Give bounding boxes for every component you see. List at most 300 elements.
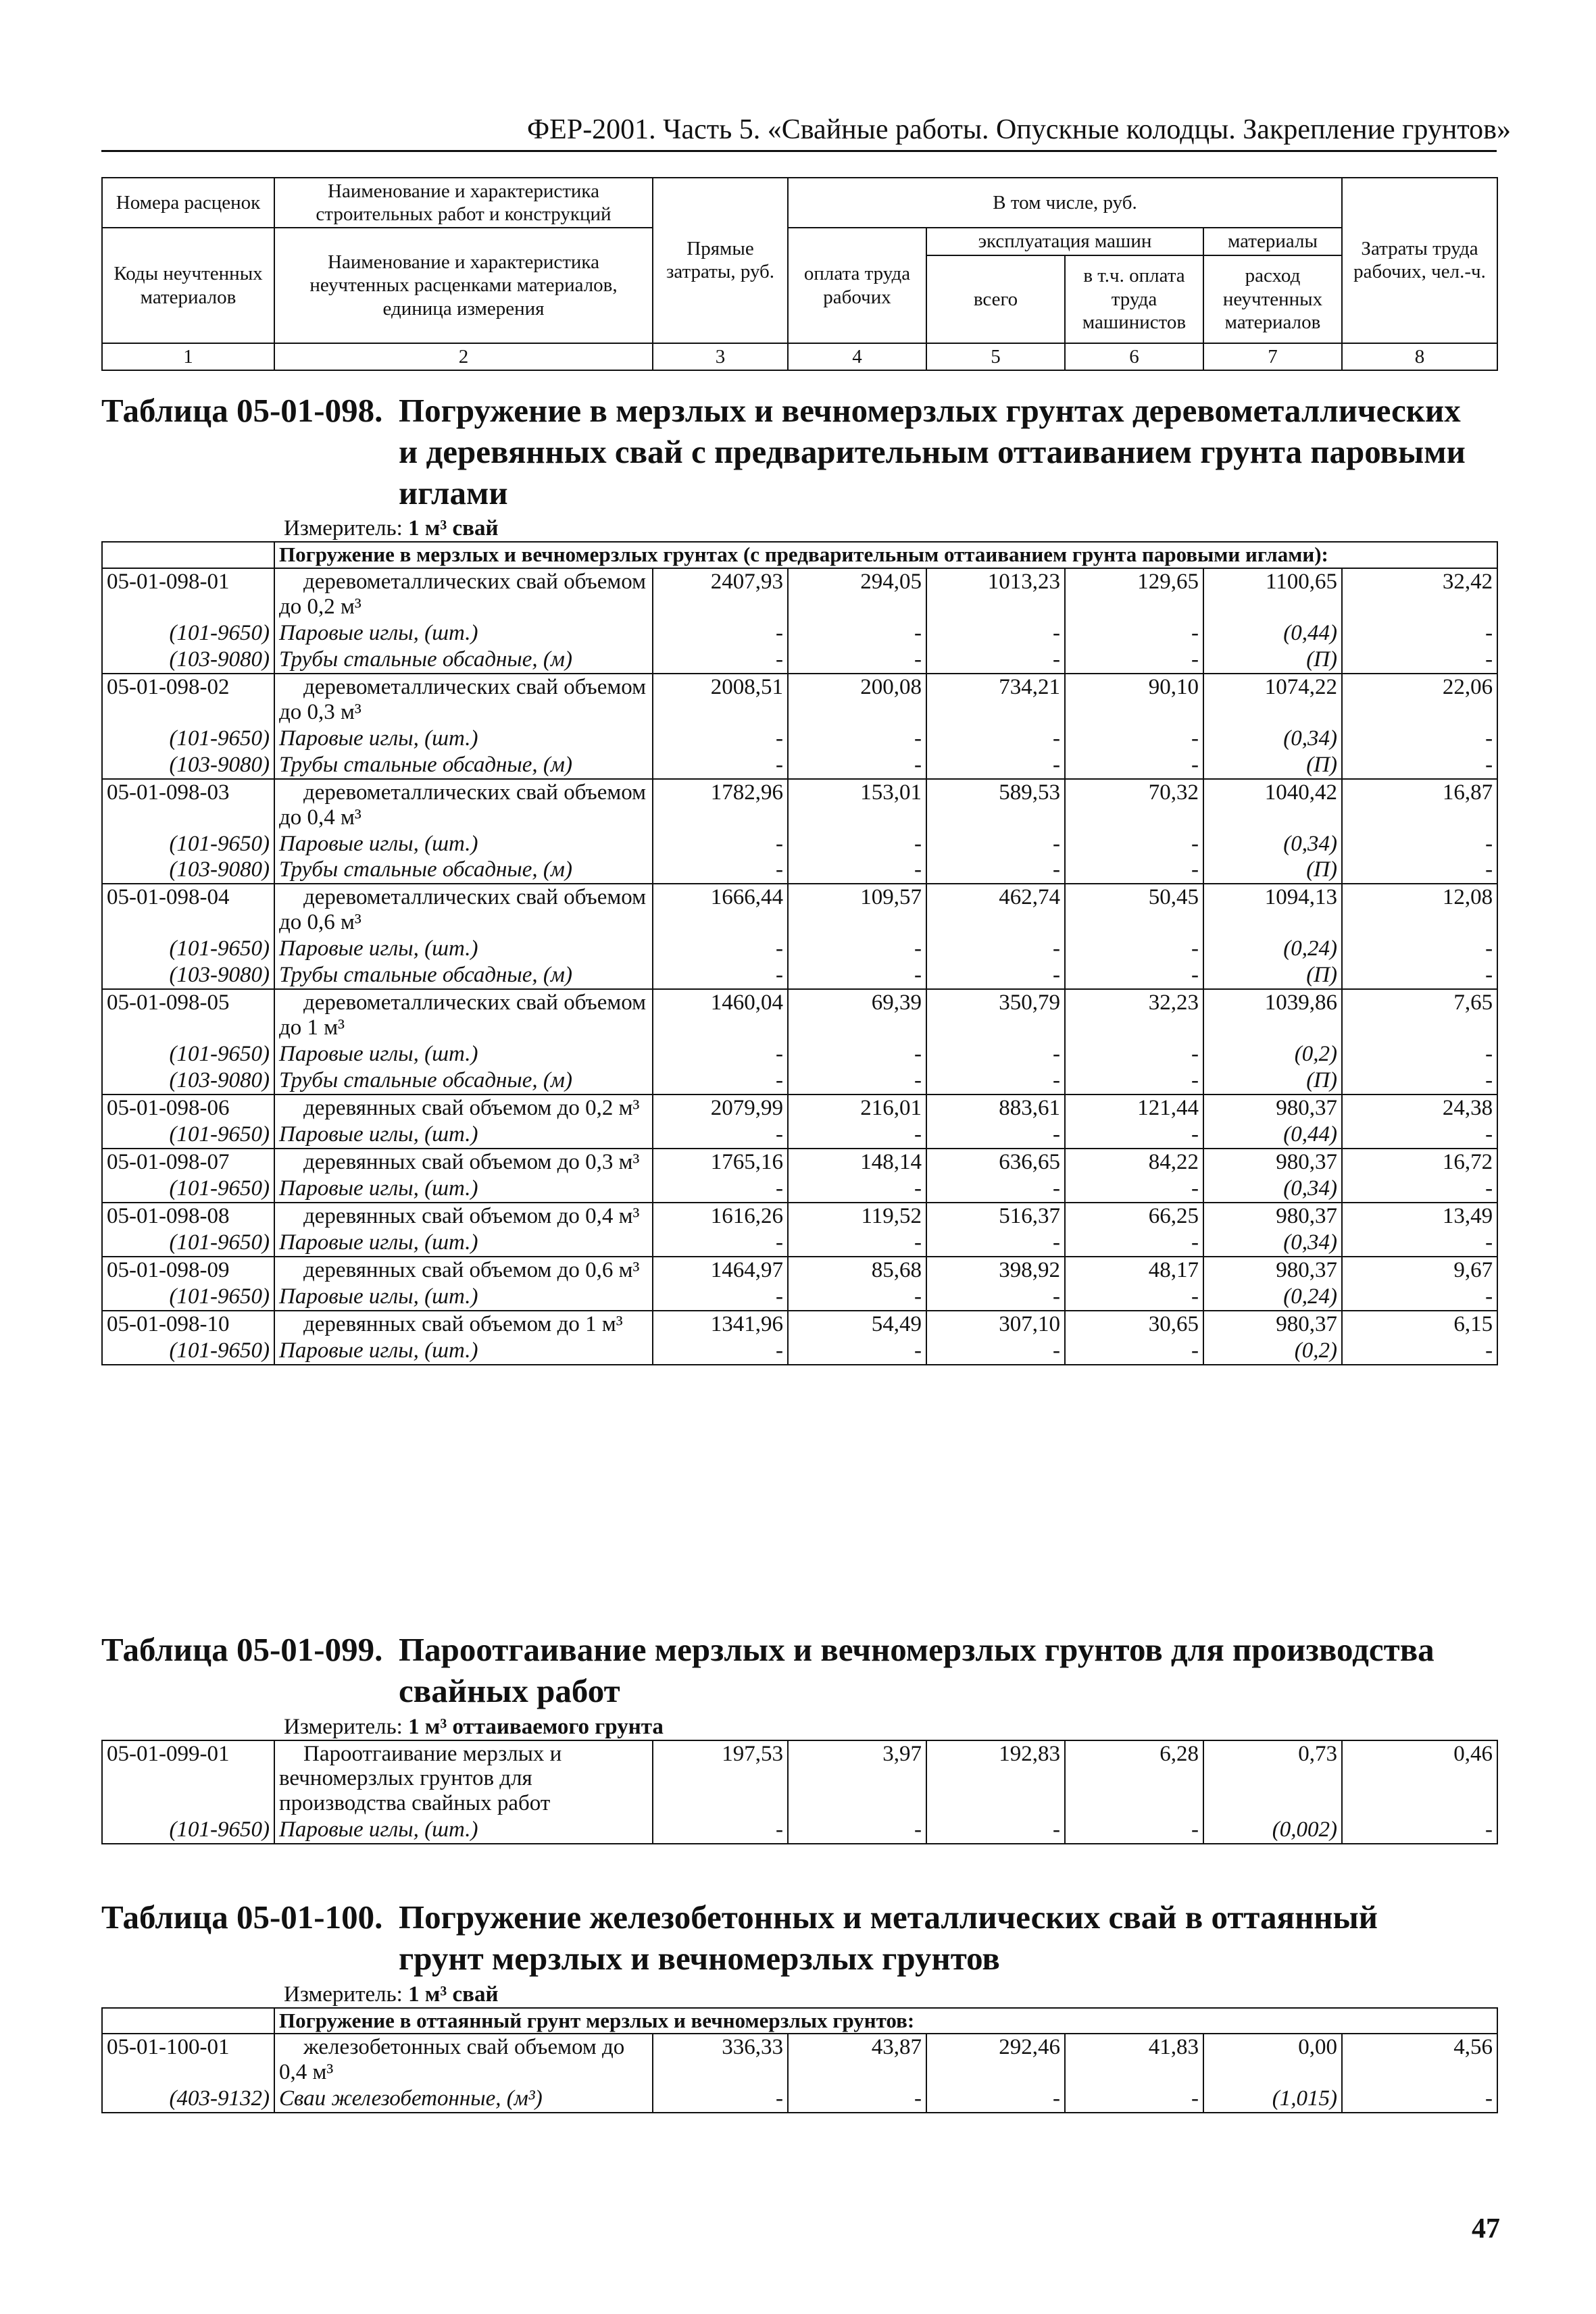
- table-100-section: [101, 1897, 1497, 2113]
- material-value: -: [653, 726, 788, 752]
- work-name: деревометаллических свай объемом до 0,4 м³: [274, 779, 653, 831]
- value-cell: 32,42: [1342, 568, 1497, 620]
- material-name: Паровые иглы, (шт.): [274, 1230, 653, 1257]
- material-value: -: [653, 1176, 788, 1203]
- table-100-title: Таблица 05-01-100. Погружение железобетонных и металлических свай в оттаянный грунт мерзлых и вечномерзлых грунтов: [101, 1898, 1378, 1977]
- value-cell: 1040,42: [1203, 779, 1342, 831]
- value-cell: 48,17: [1065, 1257, 1203, 1284]
- value-cell: 980,37: [1203, 1095, 1342, 1122]
- material-value: (П): [1203, 1067, 1342, 1095]
- material-value: -: [926, 2086, 1065, 2113]
- material-value: -: [926, 620, 1065, 647]
- value-cell: 1460,04: [653, 989, 788, 1041]
- value-cell: 153,01: [788, 779, 926, 831]
- table-row: [102, 989, 1497, 1041]
- material-value: -: [788, 831, 926, 857]
- material-value: -: [653, 1230, 788, 1257]
- rate-code: 05-01-098-04: [102, 884, 274, 936]
- material-row: [102, 1041, 1497, 1067]
- table-099-section: [101, 1630, 1497, 1844]
- material-value: -: [1342, 1230, 1497, 1257]
- material-value: (П): [1203, 752, 1342, 779]
- rate-code: 05-01-098-07: [102, 1149, 274, 1176]
- material-value: -: [653, 1817, 788, 1844]
- value-cell: 1616,26: [653, 1203, 788, 1230]
- running-header: ФЕР-2001. Часть 5. «Свайные работы. Опускные колодцы. Закрепление грунтов»: [527, 114, 1511, 145]
- material-value: -: [653, 752, 788, 779]
- material-code: (403-9132): [102, 2086, 274, 2113]
- material-value: -: [788, 857, 926, 884]
- material-name: Паровые иглы, (шт.): [274, 726, 653, 752]
- material-value: -: [653, 1338, 788, 1365]
- table-row: [102, 1203, 1497, 1230]
- material-row: [102, 936, 1497, 962]
- value-cell: 636,65: [926, 1149, 1065, 1176]
- material-row: [102, 647, 1497, 674]
- material-name: Паровые иглы, (шт.): [274, 1176, 653, 1203]
- material-value: (0,34): [1203, 1230, 1342, 1257]
- col-number: 5: [926, 343, 1065, 370]
- material-value: -: [926, 647, 1065, 674]
- material-value: -: [1342, 1338, 1497, 1365]
- material-name: Трубы стальные обсадные, (м): [274, 647, 653, 674]
- material-value: -: [653, 962, 788, 989]
- material-value: -: [926, 1067, 1065, 1095]
- col-number: 8: [1342, 343, 1497, 370]
- material-value: -: [1065, 1338, 1203, 1365]
- material-value: -: [653, 1284, 788, 1311]
- material-value: -: [788, 1284, 926, 1311]
- material-name: Паровые иглы, (шт.): [274, 1041, 653, 1067]
- value-cell: 12,08: [1342, 884, 1497, 936]
- material-row: [102, 1817, 1497, 1844]
- work-name: Пароотгаивание мерзлых и вечномерзлых грунтов для производства свайных работ: [274, 1740, 653, 1817]
- value-cell: 6,15: [1342, 1311, 1497, 1338]
- value-cell: 1074,22: [1203, 674, 1342, 726]
- value-cell: 398,92: [926, 1257, 1065, 1284]
- material-name: Паровые иглы, (шт.): [274, 936, 653, 962]
- material-value: (0,34): [1203, 726, 1342, 752]
- material-code: (101-9650): [102, 1122, 274, 1149]
- material-value: -: [788, 1230, 926, 1257]
- material-row: [102, 1122, 1497, 1149]
- material-row: [102, 1284, 1497, 1311]
- table-row: [102, 779, 1497, 831]
- material-value: -: [1065, 1122, 1203, 1149]
- material-value: -: [653, 831, 788, 857]
- work-name: деревометаллических свай объемом до 1 м³: [274, 989, 653, 1041]
- material-value: -: [1065, 1041, 1203, 1067]
- table-row: [102, 568, 1497, 620]
- value-cell: 50,45: [1065, 884, 1203, 936]
- material-value: -: [1065, 1284, 1203, 1311]
- value-cell: 43,87: [788, 2034, 926, 2086]
- value-cell: 22,06: [1342, 674, 1497, 726]
- materials-header: материалы: [1203, 228, 1342, 255]
- value-cell: 2079,99: [653, 1095, 788, 1122]
- material-row: [102, 1176, 1497, 1203]
- col-number: 1: [102, 343, 274, 370]
- material-value: -: [926, 962, 1065, 989]
- material-name: Трубы стальные обсадные, (м): [274, 962, 653, 989]
- rate-code: 05-01-099-01: [102, 1740, 274, 1817]
- col-number: 2: [274, 343, 653, 370]
- material-value: -: [1065, 1817, 1203, 1844]
- value-cell: 109,57: [788, 884, 926, 936]
- value-cell: 192,83: [926, 1740, 1065, 1817]
- value-cell: 980,37: [1203, 1311, 1342, 1338]
- material-value: -: [1065, 726, 1203, 752]
- material-value: (0,34): [1203, 831, 1342, 857]
- value-cell: 734,21: [926, 674, 1065, 726]
- work-name: деревометаллических свай объемом до 0,2 м³: [274, 568, 653, 620]
- table-row: [102, 1311, 1497, 1338]
- material-value: -: [1342, 936, 1497, 962]
- value-cell: 1100,65: [1203, 568, 1342, 620]
- col2-bottom: Наименование и характеристика неучтенных расценками материалов, единица измерения: [274, 228, 653, 343]
- material-value: (0,44): [1203, 620, 1342, 647]
- value-cell: 307,10: [926, 1311, 1065, 1338]
- material-value: -: [1342, 1041, 1497, 1067]
- value-cell: 54,49: [788, 1311, 926, 1338]
- material-value: -: [1342, 1176, 1497, 1203]
- material-value: -: [926, 1230, 1065, 1257]
- material-value: -: [788, 647, 926, 674]
- col1-top: Номера расценок: [102, 178, 274, 228]
- value-cell: 1039,86: [1203, 989, 1342, 1041]
- value-cell: 148,14: [788, 1149, 926, 1176]
- work-name: деревянных свай объемом до 0,6 м³: [274, 1257, 653, 1284]
- material-name: Паровые иглы, (шт.): [274, 1284, 653, 1311]
- material-code: (101-9650): [102, 936, 274, 962]
- material-value: -: [788, 1338, 926, 1365]
- value-cell: 41,83: [1065, 2034, 1203, 2086]
- material-value: -: [653, 620, 788, 647]
- value-cell: 7,65: [1342, 989, 1497, 1041]
- material-code: (101-9650): [102, 620, 274, 647]
- table-row: [102, 2034, 1497, 2086]
- material-code: (101-9650): [102, 1041, 274, 1067]
- work-name: деревянных свай объемом до 1 м³: [274, 1311, 653, 1338]
- material-value: -: [926, 936, 1065, 962]
- work-name: деревянных свай объемом до 0,4 м³: [274, 1203, 653, 1230]
- value-cell: 66,25: [1065, 1203, 1203, 1230]
- material-name: Паровые иглы, (шт.): [274, 620, 653, 647]
- col1-bottom: Коды неучтенных материалов: [102, 228, 274, 343]
- material-value: (П): [1203, 647, 1342, 674]
- material-value: -: [1342, 2086, 1497, 2113]
- material-row: [102, 726, 1497, 752]
- material-value: -: [926, 1284, 1065, 1311]
- material-value: -: [788, 936, 926, 962]
- col4-header: оплата труда рабочих: [788, 228, 926, 343]
- material-value: -: [788, 1122, 926, 1149]
- value-cell: 200,08: [788, 674, 926, 726]
- work-name: деревянных свай объемом до 0,2 м³: [274, 1095, 653, 1122]
- material-name: Сваи железобетонные, (м³): [274, 2086, 653, 2113]
- material-name: Паровые иглы, (шт.): [274, 831, 653, 857]
- rate-code: 05-01-100-01: [102, 2034, 274, 2086]
- value-cell: 1666,44: [653, 884, 788, 936]
- material-value: (0,2): [1203, 1041, 1342, 1067]
- col-number: 7: [1203, 343, 1342, 370]
- rate-code: 05-01-098-03: [102, 779, 274, 831]
- material-value: (0,24): [1203, 1284, 1342, 1311]
- value-cell: 197,53: [653, 1740, 788, 1817]
- material-row: [102, 962, 1497, 989]
- subheading: Погружение в оттаянный грунт мерзлых и вечномерзлых грунтов:: [274, 2008, 1497, 2034]
- rate-code: 05-01-098-06: [102, 1095, 274, 1122]
- subheading-row: [102, 2008, 1497, 2034]
- value-cell: 70,32: [1065, 779, 1203, 831]
- subheading-spacer: [102, 542, 274, 568]
- material-code: (101-9650): [102, 1284, 274, 1311]
- value-cell: 121,44: [1065, 1095, 1203, 1122]
- material-value: -: [788, 962, 926, 989]
- value-cell: 85,68: [788, 1257, 926, 1284]
- table-099: [101, 1740, 1498, 1845]
- material-name: Паровые иглы, (шт.): [274, 1338, 653, 1365]
- value-cell: 16,72: [1342, 1149, 1497, 1176]
- value-cell: 3,97: [788, 1740, 926, 1817]
- value-cell: 336,33: [653, 2034, 788, 2086]
- material-row: [102, 857, 1497, 884]
- subheading-spacer: [102, 2008, 274, 2034]
- material-value: -: [926, 1817, 1065, 1844]
- value-cell: 24,38: [1342, 1095, 1497, 1122]
- material-row: [102, 2086, 1497, 2113]
- value-cell: 350,79: [926, 989, 1065, 1041]
- col2-top: Наименование и характеристика строительных работ и конструкций: [274, 178, 653, 228]
- value-cell: 0,73: [1203, 1740, 1342, 1817]
- value-cell: 2008,51: [653, 674, 788, 726]
- table-098-measure: Измеритель: 1 м³ свай: [284, 516, 499, 541]
- material-value: -: [788, 1176, 926, 1203]
- material-value: -: [926, 1176, 1065, 1203]
- material-row: [102, 1067, 1497, 1095]
- material-name: Трубы стальные обсадные, (м): [274, 1067, 653, 1095]
- table-098: [101, 541, 1498, 1365]
- rate-code: 05-01-098-10: [102, 1311, 274, 1338]
- table-100-measure: Измеритель: 1 м³ свай: [284, 1982, 499, 2007]
- material-code: (101-9650): [102, 726, 274, 752]
- value-cell: 516,37: [926, 1203, 1065, 1230]
- col-number: 3: [653, 343, 788, 370]
- col3-header: Прямые затраты, руб.: [653, 178, 788, 343]
- value-cell: 1013,23: [926, 568, 1065, 620]
- value-cell: 1464,97: [653, 1257, 788, 1284]
- work-name: железобетонных свай объемом до 0,4 м³: [274, 2034, 653, 2086]
- rate-code: 05-01-098-05: [102, 989, 274, 1041]
- value-cell: 13,49: [1342, 1203, 1497, 1230]
- material-value: -: [926, 857, 1065, 884]
- value-cell: 0,46: [1342, 1740, 1497, 1817]
- table-098-section: [101, 391, 1497, 1365]
- material-value: -: [1342, 1284, 1497, 1311]
- page-number: 47: [1472, 2213, 1500, 2244]
- material-value: -: [788, 1067, 926, 1095]
- material-value: -: [1342, 752, 1497, 779]
- col-group-header: В том числе, руб.: [788, 178, 1342, 228]
- material-name: Паровые иглы, (шт.): [274, 1122, 653, 1149]
- material-code: (101-9650): [102, 831, 274, 857]
- rate-code: 05-01-098-01: [102, 568, 274, 620]
- material-name: Трубы стальные обсадные, (м): [274, 857, 653, 884]
- col7-header: расход неучтенных материалов: [1203, 255, 1342, 343]
- table-row: [102, 1257, 1497, 1284]
- material-code: (103-9080): [102, 647, 274, 674]
- material-value: -: [788, 1041, 926, 1067]
- value-cell: 980,37: [1203, 1203, 1342, 1230]
- table-100: [101, 2007, 1498, 2114]
- material-value: -: [788, 752, 926, 779]
- subheading-row: [102, 542, 1497, 568]
- material-value: -: [1342, 831, 1497, 857]
- rate-code: 05-01-098-02: [102, 674, 274, 726]
- material-value: -: [926, 752, 1065, 779]
- value-cell: 589,53: [926, 779, 1065, 831]
- material-value: -: [1065, 1067, 1203, 1095]
- material-code: (103-9080): [102, 857, 274, 884]
- material-value: -: [1342, 647, 1497, 674]
- material-code: (101-9650): [102, 1817, 274, 1844]
- work-name: деревометаллических свай объемом до 0,3 м³: [274, 674, 653, 726]
- subheading: Погружение в мерзлых и вечномерзлых грунтах (с предварительным оттаиванием грунта паровыми иглами):: [274, 542, 1497, 568]
- rate-code: 05-01-098-08: [102, 1203, 274, 1230]
- col-number: 4: [788, 343, 926, 370]
- material-value: -: [1342, 726, 1497, 752]
- material-value: -: [1065, 1230, 1203, 1257]
- value-cell: 16,87: [1342, 779, 1497, 831]
- header-rule: [101, 150, 1497, 152]
- value-cell: 9,67: [1342, 1257, 1497, 1284]
- material-value: -: [926, 726, 1065, 752]
- material-value: (П): [1203, 962, 1342, 989]
- value-cell: 1782,96: [653, 779, 788, 831]
- material-name: Паровые иглы, (шт.): [274, 1817, 653, 1844]
- col-number: 6: [1065, 343, 1203, 370]
- material-value: -: [926, 831, 1065, 857]
- material-value: -: [653, 1067, 788, 1095]
- value-cell: 69,39: [788, 989, 926, 1041]
- material-value: -: [1065, 1176, 1203, 1203]
- material-value: -: [788, 1817, 926, 1844]
- material-value: -: [788, 2086, 926, 2113]
- material-row: [102, 620, 1497, 647]
- value-cell: 84,22: [1065, 1149, 1203, 1176]
- table-row: [102, 1095, 1497, 1122]
- material-code: (103-9080): [102, 1067, 274, 1095]
- table-098-title: Таблица 05-01-098. Погружение в мерзлых и вечномерзлых грунтах деревометаллических и деревянных свай с предварительным оттаиванием грунта паровыми иглами: [101, 392, 1466, 511]
- material-value: (0,34): [1203, 1176, 1342, 1203]
- column-header-table: [101, 177, 1498, 371]
- value-cell: 292,46: [926, 2034, 1065, 2086]
- material-value: (П): [1203, 857, 1342, 884]
- work-name: деревометаллических свай объемом до 0,6 м³: [274, 884, 653, 936]
- material-value: (0,002): [1203, 1817, 1342, 1844]
- col5-header: всего: [926, 255, 1065, 343]
- value-cell: 1094,13: [1203, 884, 1342, 936]
- machines-header: эксплуатация машин: [926, 228, 1203, 255]
- material-value: -: [653, 1041, 788, 1067]
- value-cell: 980,37: [1203, 1149, 1342, 1176]
- material-code: (101-9650): [102, 1176, 274, 1203]
- material-value: -: [926, 1041, 1065, 1067]
- material-value: -: [1065, 936, 1203, 962]
- material-name: Трубы стальные обсадные, (м): [274, 752, 653, 779]
- material-code: (103-9080): [102, 752, 274, 779]
- material-value: -: [926, 1122, 1065, 1149]
- table-row: [102, 1149, 1497, 1176]
- material-value: -: [653, 647, 788, 674]
- table-row: [102, 884, 1497, 936]
- value-cell: 0,00: [1203, 2034, 1342, 2086]
- material-value: -: [926, 1338, 1065, 1365]
- table-row: [102, 1740, 1497, 1817]
- value-cell: 883,61: [926, 1095, 1065, 1122]
- material-value: -: [1065, 620, 1203, 647]
- value-cell: 4,56: [1342, 2034, 1497, 2086]
- material-value: -: [1342, 1817, 1497, 1844]
- material-value: -: [653, 936, 788, 962]
- material-value: (0,24): [1203, 936, 1342, 962]
- value-cell: 32,23: [1065, 989, 1203, 1041]
- material-value: -: [1065, 857, 1203, 884]
- work-name: деревянных свай объемом до 0,3 м³: [274, 1149, 653, 1176]
- material-value: -: [653, 2086, 788, 2113]
- material-value: -: [1065, 831, 1203, 857]
- material-value: -: [1342, 857, 1497, 884]
- material-value: -: [1065, 962, 1203, 989]
- material-value: -: [1342, 962, 1497, 989]
- material-value: (0,44): [1203, 1122, 1342, 1149]
- rate-code: 05-01-098-09: [102, 1257, 274, 1284]
- value-cell: 129,65: [1065, 568, 1203, 620]
- material-code: (103-9080): [102, 962, 274, 989]
- material-row: [102, 831, 1497, 857]
- material-value: -: [788, 620, 926, 647]
- value-cell: 980,37: [1203, 1257, 1342, 1284]
- material-code: (101-9650): [102, 1230, 274, 1257]
- material-value: -: [1065, 647, 1203, 674]
- value-cell: 30,65: [1065, 1311, 1203, 1338]
- material-value: (1,015): [1203, 2086, 1342, 2113]
- material-value: -: [1342, 1067, 1497, 1095]
- material-value: -: [1342, 620, 1497, 647]
- table-row: [102, 674, 1497, 726]
- material-value: (0,2): [1203, 1338, 1342, 1365]
- value-cell: 1765,16: [653, 1149, 788, 1176]
- material-value: -: [1065, 752, 1203, 779]
- value-cell: 1341,96: [653, 1311, 788, 1338]
- value-cell: 294,05: [788, 568, 926, 620]
- material-value: -: [1342, 1122, 1497, 1149]
- material-value: -: [788, 726, 926, 752]
- value-cell: 119,52: [788, 1203, 926, 1230]
- material-value: -: [1065, 2086, 1203, 2113]
- material-row: [102, 1230, 1497, 1257]
- value-cell: 216,01: [788, 1095, 926, 1122]
- col6-header: в т.ч. оплата труда машинистов: [1065, 255, 1203, 343]
- material-code: (101-9650): [102, 1338, 274, 1365]
- material-value: -: [653, 857, 788, 884]
- table-099-measure: Измеритель: 1 м³ оттаиваемого грунта: [284, 1714, 664, 1739]
- col8-header: Затраты труда рабочих, чел.-ч.: [1342, 178, 1497, 343]
- value-cell: 90,10: [1065, 674, 1203, 726]
- material-row: [102, 1338, 1497, 1365]
- table-099-title: Таблица 05-01-099. Пароотгаивание мерзлых и вечномерзлых грунтов для производства свайных работ: [101, 1631, 1435, 1709]
- material-row: [102, 752, 1497, 779]
